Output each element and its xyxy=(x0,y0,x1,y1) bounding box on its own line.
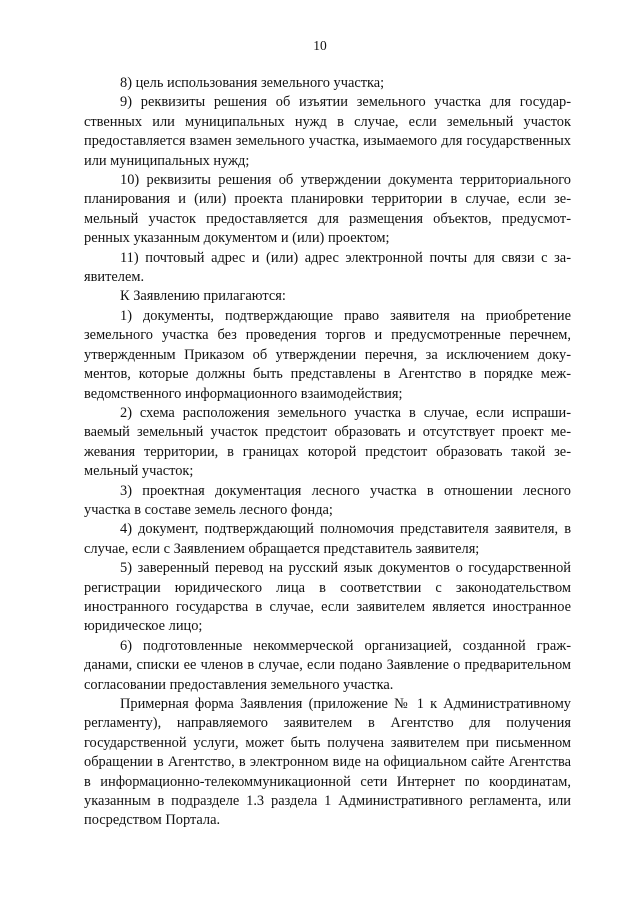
paragraph-item-10: 10) реквизиты решения об утверждении документа территориального планирования и (или) проекта планировки территории в случае, если земельный участок предоставляется для размещения объектов, предусмотренных указанным документом и (или) проектом; xyxy=(84,172,571,247)
document-body xyxy=(84,74,571,831)
attachment-item-3: 3) проектная документация лесного участка в отношении лесного участка в составе земель лесного фонда; xyxy=(84,482,571,518)
paragraph-item-11: 11) почтовый адрес и (или) адрес электронной почты для связи с заявителем. xyxy=(84,249,571,286)
attachment-item-4: 4) документ, подтверждающий полномочия представителя заявителя, в случае, если с Заявлением обращается представитель заявителя; xyxy=(84,521,571,557)
sample-form-paragraph: Примерная форма Заявления (приложение № 1 к Административному регламенту), направляемого заявителем в Агентство для получения государственной услуги, может быть получена заявителем при письменном обращении в Агентство, в электронном виде на официальном сайте Агентства в информационно-телекоммуникационной сети Интернет по координатам, указанным в подразделе 1.3 раздела 1 Административного регламента, или посредством Портала. xyxy=(84,696,571,829)
attachment-item-1: 1) документы, подтверждающие право заявителя на приобретение земельного участка без проведения торгов и предусмотренные перечнем, утвержденным Приказом об утверждении перечня, за исключением документов, которые должны быть представлены в Агентство в порядке межведомственного информационного взаимодействия; xyxy=(84,307,571,402)
page-number: 10 xyxy=(313,38,327,53)
attachment-item-2: 2) схема расположения земельного участка в случае, если испрашиваемый земельный участок предстоит образовать и отсутствует проект межевания территории, в границах которой предстоит образовать такой земельный участок; xyxy=(84,404,571,480)
paragraph-item-8: 8) цель использования земельного участка; xyxy=(120,75,385,91)
paragraph-item-9: 9) реквизиты решения об изъятии земельного участка для государственных или муниципальных нужд в случае, если земельный участок предоставляется взамен земельного участка, изымаемого для государственных или муниципальных нужд; xyxy=(84,94,571,169)
attachments-heading: К Заявлению прилагаются: xyxy=(120,288,286,305)
attachment-item-5: 5) заверенный перевод на русский язык документов о государственной регистрации юридического лица в соответствии с законодательством иностранного государства в случае, если заявителем является иностранное юридическое лицо; xyxy=(84,560,571,635)
attachment-item-6: 6) подготовленные некоммерческой организацией, созданной гражданами, списки ее членов в случае, если подано Заявление о предварительном согласовании предоставления земельного участка. xyxy=(84,637,571,693)
